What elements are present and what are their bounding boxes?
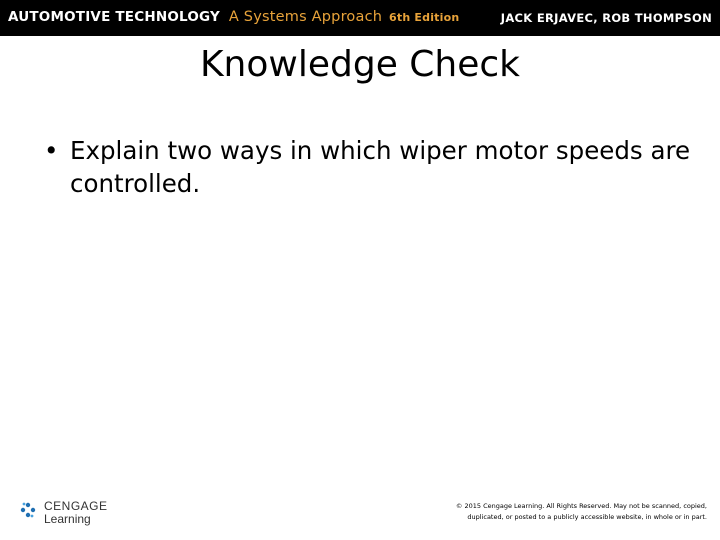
authors: JACK ERJAVEC, ROB THOMPSON <box>500 11 712 25</box>
bullet-text: Explain two ways in which wiper motor speeds are controlled. <box>70 136 691 198</box>
cengage-logo-icon <box>18 500 38 520</box>
bullet-list <box>44 134 694 200</box>
copyright-line-2: duplicated, or posted to a publicly accessible website, in whole or in part. <box>467 513 707 521</box>
bullet-icon: • <box>44 136 59 165</box>
slide-title: Knowledge Check <box>199 44 521 85</box>
copyright-notice <box>407 501 707 523</box>
header-banner <box>0 0 720 36</box>
bullet-item <box>44 134 694 200</box>
series-title: AUTOMOTIVE TECHNOLOGY <box>8 9 220 25</box>
copyright-line-1: © 2015 Cengage Learning. All Rights Reserved. May not be scanned, copied, <box>455 502 707 510</box>
cengage-logo <box>18 498 128 528</box>
book-subtitle: A Systems Approach <box>228 9 383 25</box>
logo-text-learning: Learning <box>44 512 91 526</box>
logo-text-cengage: CENGAGE <box>44 499 108 513</box>
edition-label: 6th Edition <box>389 11 460 24</box>
book-title <box>8 9 459 25</box>
